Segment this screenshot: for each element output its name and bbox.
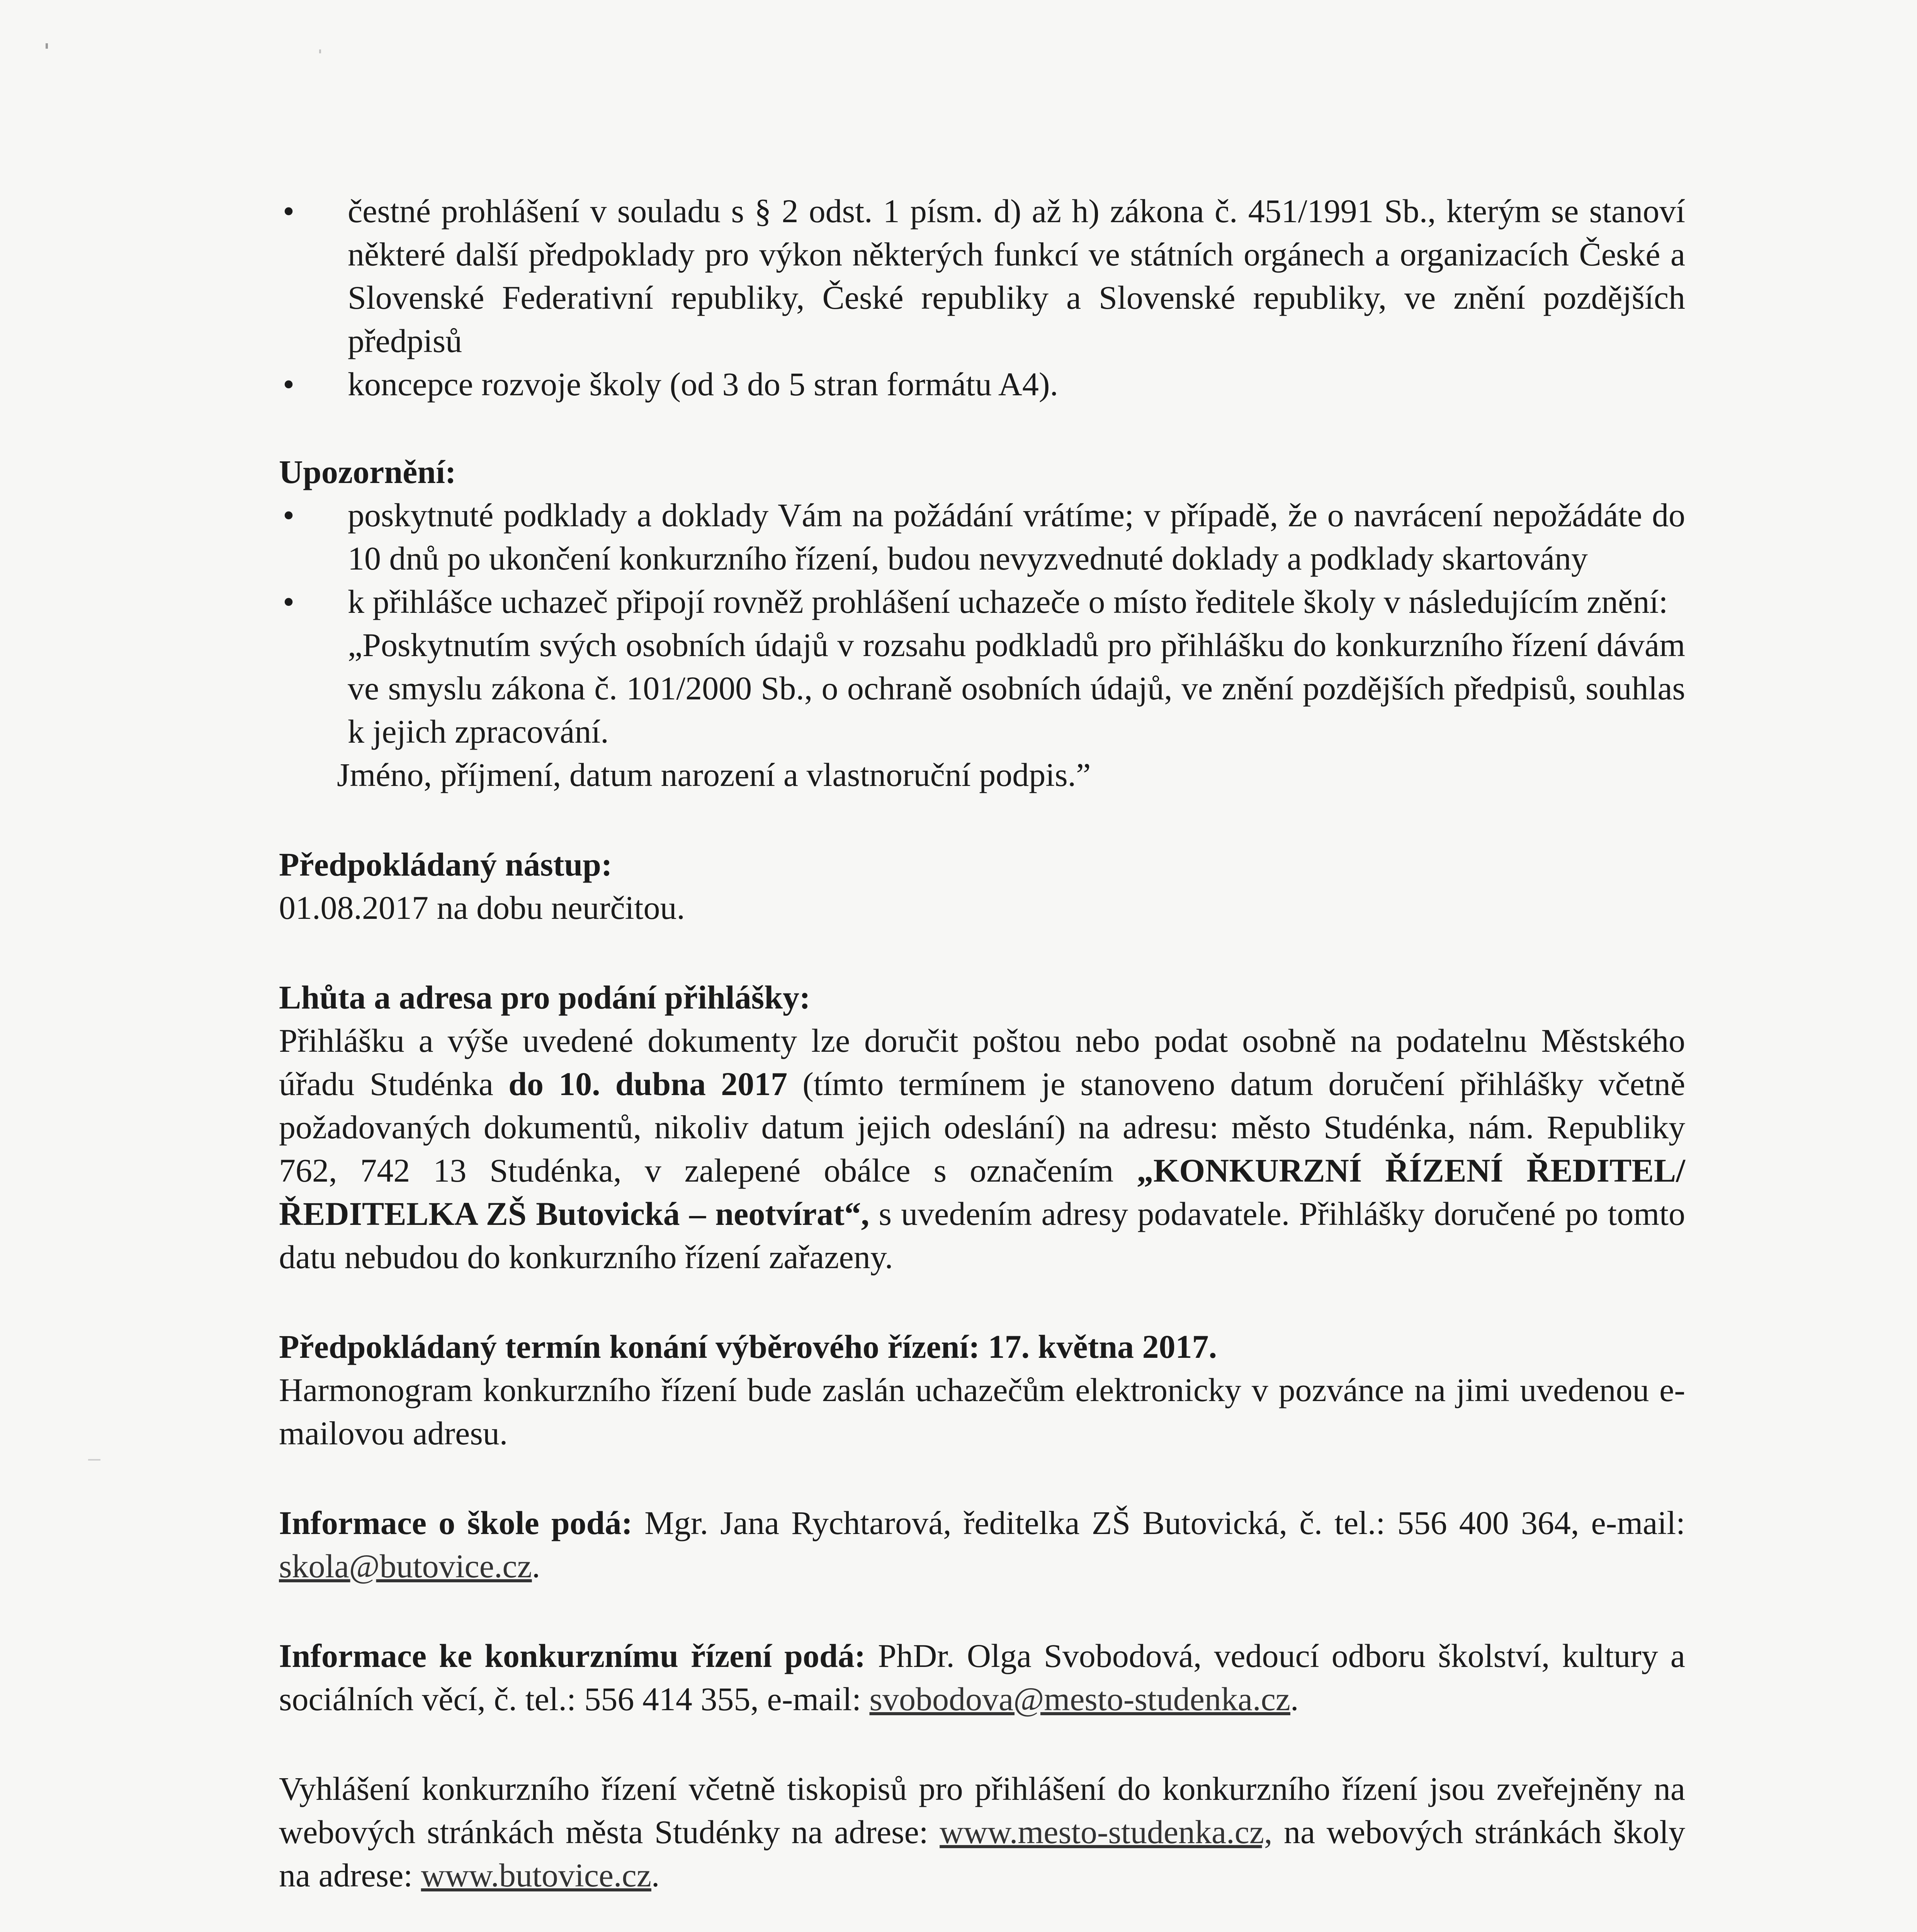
school-website-link[interactable]: www.butovice.cz bbox=[421, 1857, 651, 1894]
document-body bbox=[279, 189, 1685, 1932]
list-item: • poskytnuté podklady a doklady Vám na požádání vrátíme; v případě, že o navrácení nepožádáte do 10 dnů po ukončení konkurzního řízení, budou nevyzvednuté doklady a podklady skartovány bbox=[279, 493, 1685, 580]
notice-list bbox=[279, 493, 1685, 623]
punctuation: . bbox=[532, 1548, 540, 1585]
consent-signature-line: Jméno, příjmení, datum narození a vlastnoruční podpis.” bbox=[337, 756, 1091, 793]
list-item: • koncepce rozvoje školy (od 3 do 5 stran formátu A4). bbox=[279, 362, 1685, 406]
city-website-link[interactable]: www.mesto-studenka.cz, bbox=[940, 1813, 1273, 1850]
consent-statement: „Poskytnutím svých osobních údajů v rozsahu podkladů pro přihlášku do konkurzního řízení dávám ve smyslu zákona č. 101/2000 Sb., o ochraně osobních údajů, ve znění pozdějších předpisů, souhlas k jejich zpracování. bbox=[348, 626, 1685, 750]
school-info-paragraph bbox=[279, 1501, 1685, 1588]
list-item: • k přihlášce uchazeč připojí rovněž prohlášení uchazeče o místo ředitele školy v následujícím znění: bbox=[279, 580, 1685, 623]
deadline-text: s uvedením adresy podavatele. Přihlášky doručené po tomto datu nebudou do konkurzního řízení zařazeny. bbox=[279, 1195, 1686, 1276]
selection-date-heading: Předpokládaný termín konání výběrového řízení: 17. května 2017. bbox=[279, 1328, 1217, 1365]
list-item: • čestné prohlášení v souladu s § 2 odst. 1 písm. d) až h) zákona č. 451/1991 Sb., kterým se stanoví některé další předpoklady pro výkon některých funkcí ve státních orgánech a organizacích České a Slovenské Federativní republiky, České republiky a Slovenské republiky, ve znění pozdějších předpisů bbox=[279, 189, 1685, 362]
notice-heading: Upozornění: bbox=[279, 453, 456, 490]
start-date-heading: Předpokládaný nástup: bbox=[279, 846, 612, 883]
school-email-link[interactable]: skola@butovice.cz bbox=[279, 1548, 532, 1585]
start-date-text: 01.08.2017 na dobu neurčitou. bbox=[279, 889, 685, 926]
procedure-email-link[interactable]: svobodova@mesto-studenka.cz bbox=[869, 1680, 1290, 1718]
publication-text: Vyhlášení konkurzního řízení včetně tiskopisů pro přihlášení do konkurzního řízení jsou zveřejněny na webových stránkách města Studénky na adrese: bbox=[279, 1770, 1685, 1850]
scan-speck bbox=[88, 1459, 100, 1461]
envelope-label: „KONKURZNÍ ŘÍZENÍ ŘEDITEL/ŘEDITELKA ZŠ Butovická – neotvírat“, bbox=[279, 1152, 1685, 1232]
required-documents-list bbox=[279, 189, 1685, 406]
deadline-heading: Lhůta a adresa pro podání přihlášky: bbox=[279, 979, 811, 1016]
school-info-text: Mgr. Jana Rychtarová, ředitelka ZŠ Butovická, č. tel.: 556 400 364, e-mail: bbox=[632, 1504, 1685, 1541]
scan-speck bbox=[319, 49, 321, 53]
school-info-label: Informace o škole podá: bbox=[279, 1504, 633, 1541]
procedure-info-paragraph bbox=[279, 1634, 1685, 1721]
deadline-text: (tímto termínem je stanoveno datum doručení přihlášky včetně požadovaných dokumentů, nikoliv datum jejich odeslání) na adresu: město Studénka, nám. Republiky 762, 742 13 Studénka, v zalepené obálce s označením bbox=[279, 1065, 1685, 1189]
scan-speck bbox=[46, 43, 48, 49]
punctuation: . bbox=[651, 1857, 660, 1894]
selection-schedule-text: Harmonogram konkurzního řízení bude zaslán uchazečům elektronicky v pozvánce na jimi uvedenou e-mailovou adresu. bbox=[279, 1371, 1685, 1452]
publication-paragraph bbox=[279, 1767, 1685, 1897]
publication-text: na webových stránkách školy na adrese: bbox=[279, 1813, 1685, 1894]
deadline-date: do 10. dubna 2017 bbox=[508, 1065, 788, 1102]
punctuation: . bbox=[1290, 1680, 1299, 1718]
deadline-text: Přihlášku a výše uvedené dokumenty lze doručit poštou nebo podat osobně na podatelnu Městského úřadu Studénka bbox=[279, 1022, 1685, 1102]
deadline-paragraph bbox=[279, 1019, 1685, 1279]
procedure-info-label: Informace ke konkurznímu řízení podá: bbox=[279, 1637, 866, 1674]
procedure-info-text: PhDr. Olga Svobodová, vedoucí odboru školství, kultury a sociálních věcí, č. tel.: 556 414 355, e-mail: bbox=[279, 1637, 1685, 1718]
